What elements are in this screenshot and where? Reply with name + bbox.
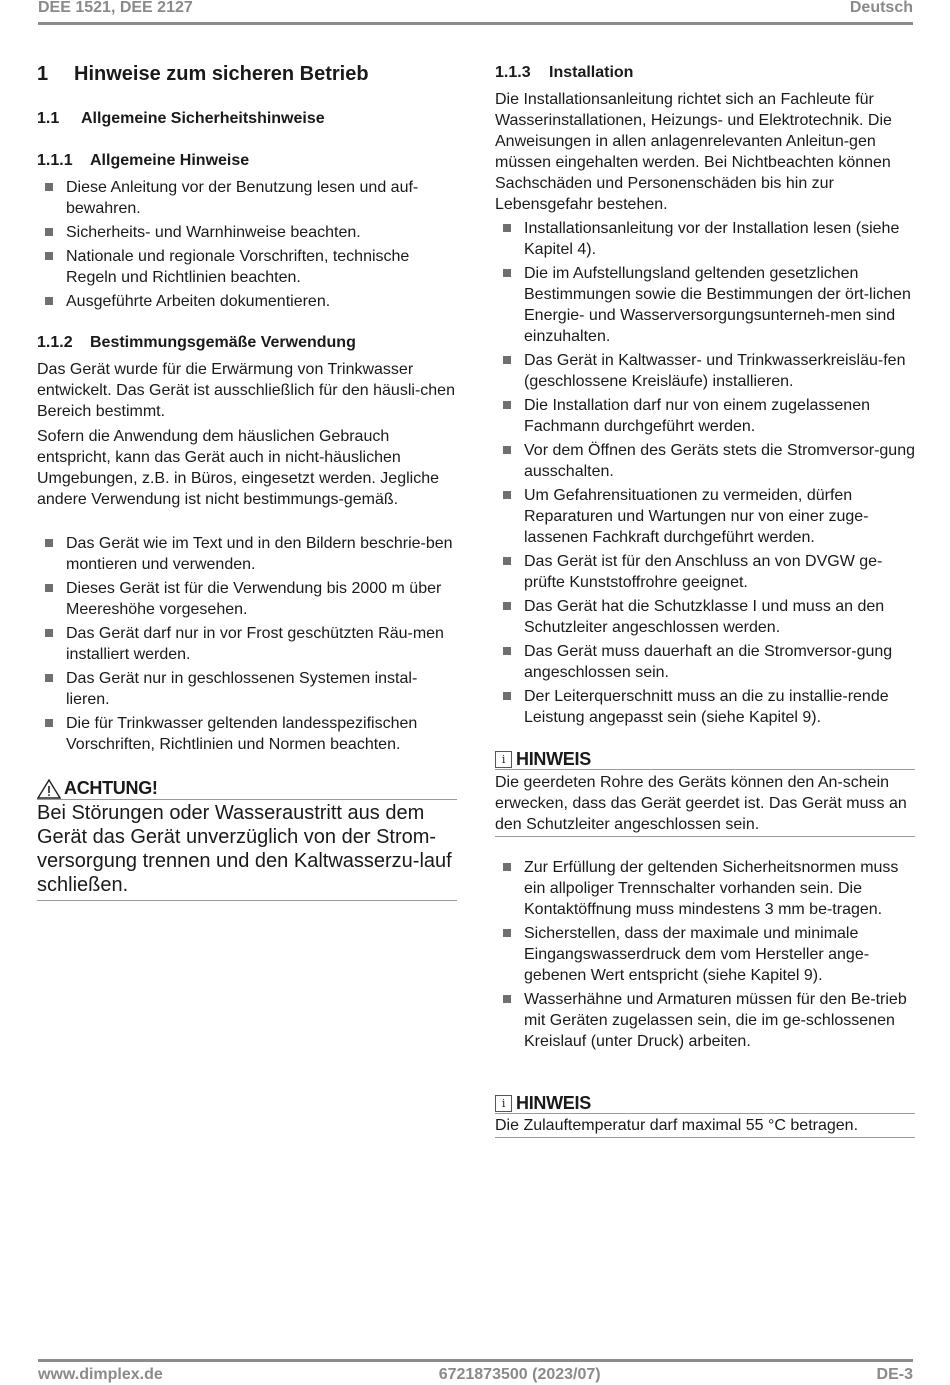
list-item: Der Leiterquerschnitt muss an die zu installie-rende Leistung angepasst sein (siehe Kapitel 9). xyxy=(495,686,915,728)
bullet-square-icon xyxy=(503,356,511,364)
footer-website: www.dimplex.de xyxy=(38,1366,163,1383)
list-item: Das Gerät darf nur in vor Frost geschützten Räu-men installiert werden. xyxy=(37,623,457,665)
list-item: Die Installation darf nur von einem zugelassenen Fachmann durchgeführt werden. xyxy=(495,395,915,437)
notice-2-title: i HINWEIS xyxy=(495,1093,591,1114)
list-item: Zur Erfüllung der geltenden Sicherheitsnormen muss ein allpoliger Trennschalter vorhanden sein. Die Kontaktöffnung muss mindestens 3 mm be-tragen. xyxy=(495,857,915,920)
notice-2-bottom-rule xyxy=(495,1137,915,1138)
installation-list xyxy=(495,218,915,731)
info-icon: i xyxy=(495,1095,512,1112)
list-item: Ausgeführte Arbeiten dokumentieren. xyxy=(37,291,457,312)
page-footer xyxy=(38,1359,913,1385)
bullet-square-icon xyxy=(45,584,53,592)
bullet-square-icon xyxy=(45,183,53,191)
notice-1-text: Die geerdeten Rohre des Geräts können den An-schein erwecken, dass das Gerät geerdet ist. Das Gerät muss an den Schutzleiter angeschlossen sein. xyxy=(495,774,907,833)
safety-requirements-list xyxy=(495,857,915,1055)
footer-page-number: DE-3 xyxy=(876,1366,913,1383)
intended-use-paragraph-2: Sofern die Anwendung dem häuslichen Gebrauch entspricht, kann das Gerät auch in nicht-häuslichen Umgebungen, z.B. in Büros, eingesetzt werden. Jegliche andere Verwendung ist nicht bestimmungs-gemäß. xyxy=(37,428,440,508)
list-item: Das Gerät wie im Text und in den Bildern beschrie-ben montieren und verwenden. xyxy=(37,533,457,575)
section-1-heading: 1 Hinweise zum sicheren Betrieb xyxy=(37,63,369,85)
bullet-square-icon xyxy=(503,269,511,277)
header-model: DEE 1521, DEE 2127 xyxy=(38,0,193,16)
list-item: Die für Trinkwasser geltenden landesspezifischen Vorschriften, Richtlinien und Normen beachten. xyxy=(37,713,457,755)
list-item: Die im Aufstellungsland geltenden gesetzlichen Bestimmungen sowie die Bestimmungen der ört-lichen Energie- und Wasserversorgungsunterneh-men sind einzuhalten. xyxy=(495,263,915,347)
intended-use-paragraph-1: Das Gerät wurde für die Erwärmung von Trinkwasser entwickelt. Das Gerät ist ausschließlich für den häusli-chen Bereich bestimmt. xyxy=(37,361,455,420)
notice-2-text: Die Zulauftemperatur darf maximal 55 °C betragen. xyxy=(495,1117,859,1134)
list-item: Das Gerät muss dauerhaft an die Stromversor-gung angeschlossen sein. xyxy=(495,641,915,683)
info-icon: i xyxy=(495,751,512,768)
page-header xyxy=(38,0,913,25)
list-item: Vor dem Öffnen des Geräts stets die Stromversor-gung ausschalten. xyxy=(495,440,915,482)
list-item: Das Gerät in Kaltwasser- und Trinkwasserkreisläu-fen (geschlossene Kreisläufe) installieren. xyxy=(495,350,915,392)
list-item: Sicherstellen, dass der maximale und minimale Eingangswasserdruck dem vom Hersteller ange-gebenen Wert entspricht (siehe Kapitel 9). xyxy=(495,923,915,986)
list-item: Wasserhähne und Armaturen müssen für den Be-trieb mit Geräten zugelassen sein, die im ge-schlossenen Kreislauf (unter Druck) arbeiten. xyxy=(495,989,915,1052)
notice-1-title: i HINWEIS xyxy=(495,749,591,770)
list-item: Das Gerät ist für den Anschluss an von DVGW ge-prüfte Kunststoffrohre geeignet. xyxy=(495,551,915,593)
warning-top-rule xyxy=(37,799,457,800)
bullet-square-icon xyxy=(503,491,511,499)
list-item: Sicherheits- und Warnhinweise beachten. xyxy=(37,222,457,243)
notice-2-top-rule xyxy=(495,1113,915,1114)
list-item: Das Gerät hat die Schutzklasse I und muss an den Schutzleiter angeschlossen werden. xyxy=(495,596,915,638)
list-item: Nationale und regionale Vorschriften, technische Regeln und Richtlinien beachten. xyxy=(37,246,457,288)
list-item: Dieses Gerät ist für die Verwendung bis 2000 m über Meereshöhe vorgesehen. xyxy=(37,578,457,620)
bullet-square-icon xyxy=(45,252,53,260)
bullet-square-icon xyxy=(45,674,53,682)
list-item: Das Gerät nur in geschlossenen Systemen instal-lieren. xyxy=(37,668,457,710)
bullet-square-icon xyxy=(503,401,511,409)
bullet-square-icon xyxy=(45,297,53,305)
general-notes-list xyxy=(37,177,457,315)
bullet-square-icon xyxy=(503,557,511,565)
warning-triangle-icon xyxy=(37,779,61,799)
bullet-square-icon xyxy=(503,929,511,937)
section-1-1-1-heading: 1.1.1 Allgemeine Hinweise xyxy=(37,152,250,169)
bullet-square-icon xyxy=(503,446,511,454)
bullet-square-icon xyxy=(503,647,511,655)
bullet-square-icon xyxy=(503,995,511,1003)
section-1-1-heading: 1.1 Allgemeine Sicherheitshinweise xyxy=(37,110,325,127)
list-item: Um Gefahrensituationen zu vermeiden, dürfen Reparaturen und Wartungen nur von einer zuge-lassenen Fachkraft durchgeführt werden. xyxy=(495,485,915,548)
bullet-square-icon xyxy=(503,692,511,700)
section-1-1-3-heading: 1.1.3 Installation xyxy=(495,64,634,81)
section-1-1-2-heading: 1.1.2 Bestimmungsgemäße Verwendung xyxy=(37,334,356,351)
bullet-square-icon xyxy=(503,863,511,871)
intended-use-list xyxy=(37,533,457,758)
notice-1-bottom-rule xyxy=(495,836,915,837)
installation-paragraph: Die Installationsanleitung richtet sich an Fachleute für Wasserinstallationen, Heizungs- und Elektrotechnik. Die Anweisungen in allen anlagenrelevanten Anleitun-gen müssen eingehalten werden. Bei Nichtbeachten können Sachschäden und Personenschäden bis hin zur Lebensgefahr bestehen. xyxy=(495,91,892,213)
bullet-square-icon xyxy=(503,224,511,232)
warning-title: ACHTUNG! xyxy=(37,778,158,799)
header-language: Deutsch xyxy=(849,0,913,16)
footer-document-number: 6721873500 (2023/07) xyxy=(438,1366,601,1383)
bullet-square-icon xyxy=(45,228,53,236)
bullet-square-icon xyxy=(503,602,511,610)
bullet-square-icon xyxy=(45,539,53,547)
list-item: Diese Anleitung vor der Benutzung lesen und auf-bewahren. xyxy=(37,177,457,219)
bullet-square-icon xyxy=(45,629,53,637)
warning-bottom-rule xyxy=(37,900,457,901)
list-item: Installationsanleitung vor der Installation lesen (siehe Kapitel 4). xyxy=(495,218,915,260)
notice-1-top-rule xyxy=(495,769,915,770)
warning-text: Bei Störungen oder Wasseraustritt aus dem Gerät das Gerät unverzüglich von der Strom-versorgung trennen und den Kaltwasserzu-lauf schließen. xyxy=(37,802,452,896)
bullet-square-icon xyxy=(45,719,53,727)
